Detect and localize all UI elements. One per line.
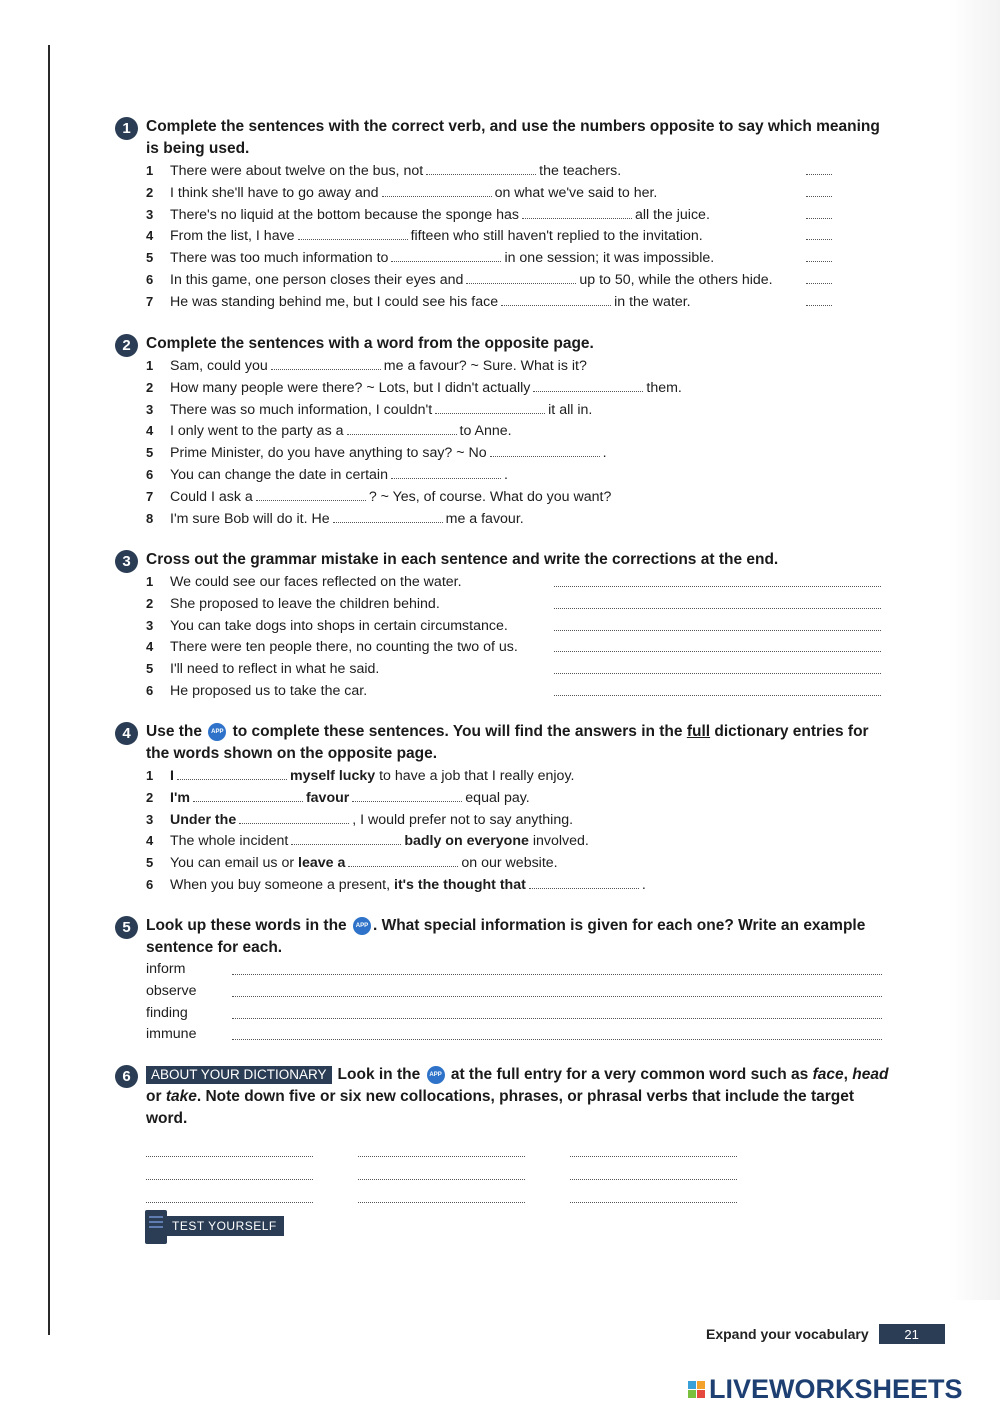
- answer-blank[interactable]: [529, 878, 639, 889]
- answer-blank[interactable]: [347, 424, 457, 435]
- exercise-number: 6: [115, 1065, 138, 1088]
- exercise-3: [115, 549, 890, 702]
- exercise-items: [146, 160, 890, 313]
- answer-blank[interactable]: [533, 381, 643, 392]
- list-item: 3 There's no liquid at the bottom because the sponge has all the juice.: [146, 204, 890, 226]
- exercise-4: [115, 721, 890, 896]
- list-item: inform: [146, 959, 890, 981]
- answer-blank[interactable]: [298, 229, 408, 240]
- liveworksheets-wordmark: LIVEWORKSHEETS: [709, 1374, 963, 1404]
- exercise-5: [115, 915, 890, 1046]
- list-item: 7 Could I ask a ? ~ Yes, of course. What do you want?: [146, 488, 612, 505]
- meaning-number-blank[interactable]: [806, 225, 832, 240]
- list-item: 3 Under the , I would prefer not to say anything.: [146, 811, 574, 828]
- page-edge-shadow: [948, 0, 1000, 1300]
- footer-title: Expand your vocabulary: [706, 1326, 869, 1342]
- answer-blank[interactable]: [426, 164, 536, 175]
- answer-blank[interactable]: [256, 490, 366, 501]
- answer-blank[interactable]: [291, 834, 401, 845]
- list-item: 2 I think she'll have to go away and on what we've said to her.: [146, 182, 890, 204]
- correction-blank[interactable]: [554, 658, 881, 674]
- answer-blank[interactable]: [391, 251, 501, 262]
- app-icon: APP: [427, 1066, 445, 1084]
- list-item: 1 There were about twelve on the bus, not the teachers.: [146, 160, 890, 182]
- list-item: 2 How many people were there? ~ Lots, but I didn't actually them.: [146, 379, 682, 396]
- answer-blank[interactable]: [232, 1024, 882, 1040]
- list-item: 5 You can email us or leave a on our website.: [146, 855, 558, 872]
- list-item: 1 Sam, could you me a favour? ~ Sure. What is it?: [146, 358, 587, 374]
- list-item: 5 There was too much information to in one session; it was impossible.: [146, 247, 890, 269]
- exercise-instruction: Complete the sentences with a word from the opposite page.: [146, 335, 594, 352]
- meaning-number-blank[interactable]: [806, 182, 832, 197]
- exercise-instruction: ABOUT YOUR DICTIONARY Look in the APP at the full entry for a very common word such as face, head or take. Note down five or six new collocations, phrases, or phrasal verbs that include the target word.: [146, 1066, 889, 1127]
- answer-blank[interactable]: [358, 1142, 525, 1157]
- list-item: 1 We could see our faces reflected on the water.: [146, 571, 890, 593]
- answer-blank[interactable]: [271, 359, 381, 370]
- answer-blank[interactable]: [333, 512, 443, 523]
- answer-blank[interactable]: [146, 1188, 313, 1203]
- exercise-6: [115, 1064, 890, 1203]
- exercise-items: [146, 355, 890, 529]
- answer-blank[interactable]: [570, 1188, 737, 1203]
- answer-blank[interactable]: [358, 1165, 525, 1180]
- exercise-number: 4: [115, 722, 138, 745]
- exercise-instruction: Look up these words in the APP . What special information is given for each one? Write an example sentence for each.: [146, 917, 866, 956]
- correction-blank[interactable]: [554, 593, 881, 609]
- list-item: 3 There was so much information, I couldn't it all in.: [146, 401, 593, 418]
- exercise-items: [146, 959, 890, 1046]
- list-item: 4 The whole incident badly on everyone involved.: [146, 833, 589, 850]
- list-item: 2 She proposed to leave the children behind.: [146, 593, 890, 615]
- answer-lines-grid: [146, 1142, 890, 1203]
- exercise-2: [115, 333, 890, 529]
- answer-blank[interactable]: [501, 295, 611, 306]
- answer-blank[interactable]: [358, 1188, 525, 1203]
- meaning-number-blank[interactable]: [806, 160, 832, 175]
- liveworksheets-logo: [688, 1374, 963, 1405]
- answer-blank[interactable]: [570, 1142, 737, 1157]
- answer-blank[interactable]: [490, 446, 600, 457]
- answer-blank[interactable]: [146, 1165, 313, 1180]
- about-your-dictionary-tag: ABOUT YOUR DICTIONARY: [146, 1066, 332, 1084]
- list-item: 6 He proposed us to take the car.: [146, 680, 890, 702]
- exercise-instruction: Cross out the grammar mistake in each sentence and write the corrections at the end.: [146, 551, 779, 568]
- list-item: 7 He was standing behind me, but I could see his face in the water.: [146, 291, 890, 313]
- exercise-number: 3: [115, 550, 138, 573]
- answer-blank[interactable]: [239, 813, 349, 824]
- correction-blank[interactable]: [554, 571, 881, 587]
- app-icon: APP: [208, 723, 226, 741]
- list-item: 3 You can take dogs into shops in certain circumstance.: [146, 615, 890, 637]
- answer-blank[interactable]: [232, 981, 882, 997]
- page-margin-rule: [48, 45, 50, 1335]
- answer-blank[interactable]: [193, 791, 303, 802]
- meaning-number-blank[interactable]: [806, 204, 832, 219]
- list-item: 6 In this game, one person closes their eyes and up to 50, while the others hide.: [146, 269, 890, 291]
- answer-blank[interactable]: [146, 1142, 313, 1157]
- answer-blank[interactable]: [232, 1003, 882, 1019]
- list-item: 6 When you buy someone a present, it's the thought that .: [146, 876, 646, 893]
- correction-blank[interactable]: [554, 680, 881, 696]
- list-item: finding: [146, 1003, 890, 1025]
- list-item: 8 I'm sure Bob will do it. He me a favour.: [146, 510, 524, 527]
- exercise-number: 1: [115, 117, 138, 140]
- answer-blank[interactable]: [352, 791, 462, 802]
- meaning-number-blank[interactable]: [806, 269, 832, 284]
- list-item: immune: [146, 1024, 890, 1046]
- answer-blank[interactable]: [570, 1165, 737, 1180]
- notebook-icon: [143, 1208, 171, 1244]
- list-item: 4 There were ten people there, no counting the two of us.: [146, 636, 890, 658]
- exercise-1: [115, 116, 890, 313]
- answer-blank[interactable]: [382, 186, 492, 197]
- answer-blank[interactable]: [466, 273, 576, 284]
- exercise-instruction: Complete the sentences with the correct verb, and use the numbers opposite to say which meaning is being used.: [146, 118, 880, 157]
- list-item: 4 From the list, I have fifteen who still haven't replied to the invitation.: [146, 225, 890, 247]
- list-item: 5 Prime Minister, do you have anything to say? ~ No .: [146, 445, 607, 462]
- list-item: 6 You can change the date in certain .: [146, 466, 508, 483]
- list-item: 1 I myself lucky to have a job that I really enjoy.: [146, 768, 575, 784]
- meaning-number-blank[interactable]: [806, 291, 832, 306]
- answer-blank[interactable]: [232, 959, 882, 975]
- list-item: 5 I'll need to reflect in what he said.: [146, 658, 890, 680]
- exercise-items: [146, 571, 890, 702]
- exercise-number: 5: [115, 916, 138, 939]
- list-item: 4 I only went to the party as a to Anne.: [146, 423, 512, 440]
- exercise-items: [146, 765, 890, 896]
- liveworksheets-grid-icon: [688, 1381, 705, 1398]
- answer-blank[interactable]: [522, 208, 632, 219]
- list-item: observe: [146, 981, 890, 1003]
- correction-blank[interactable]: [554, 636, 881, 652]
- exercise-instruction: Use the APP to complete these sentences. You will find the answers in the full dictionary entries for the words shown on the opposite page.: [146, 723, 869, 762]
- correction-blank[interactable]: [554, 615, 881, 631]
- answer-blank[interactable]: [348, 856, 458, 867]
- list-item: 2 I'm favour equal pay.: [146, 789, 530, 806]
- answer-blank[interactable]: [391, 468, 501, 479]
- meaning-number-blank[interactable]: [806, 247, 832, 262]
- test-yourself-badge: [143, 1208, 284, 1244]
- page-number: 21: [879, 1324, 945, 1344]
- test-yourself-label: TEST YOURSELF: [165, 1216, 284, 1236]
- answer-blank[interactable]: [177, 769, 287, 780]
- answer-blank[interactable]: [435, 403, 545, 414]
- page-footer: [706, 1324, 945, 1344]
- app-icon: APP: [353, 917, 371, 935]
- exercise-number: 2: [115, 334, 138, 357]
